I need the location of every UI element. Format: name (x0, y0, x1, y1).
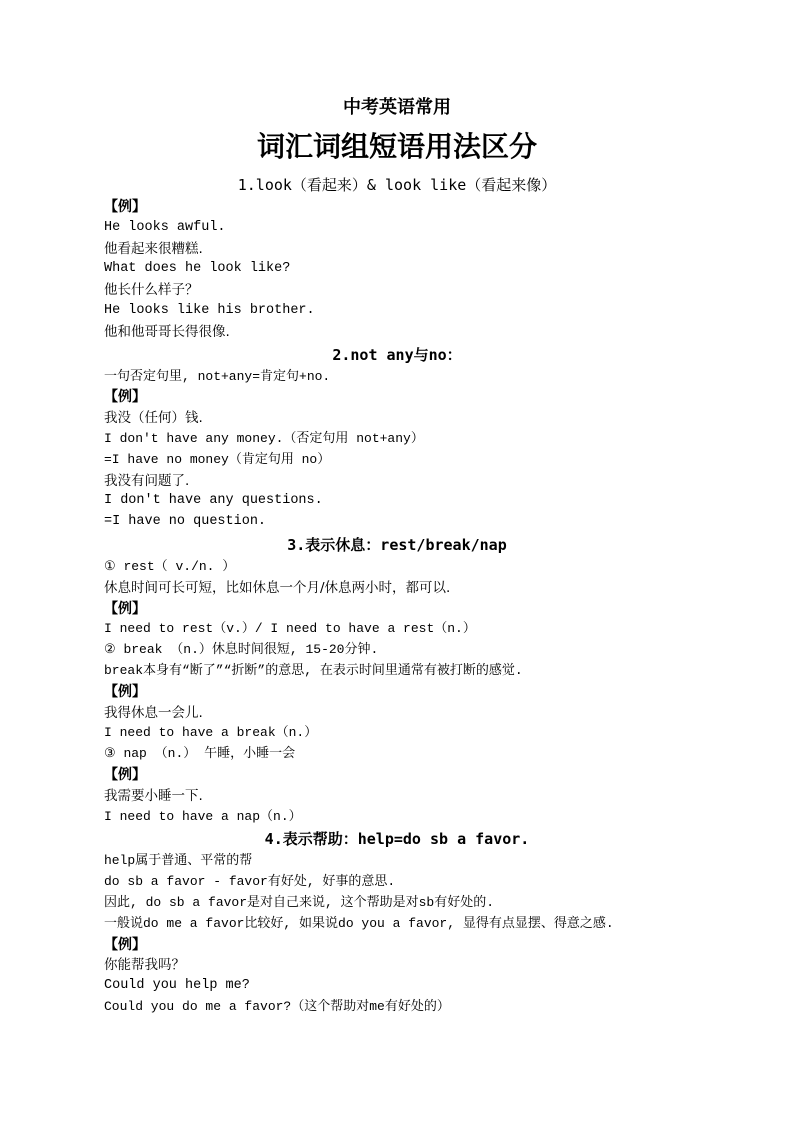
example-label: 【例】 (104, 766, 146, 783)
mixed-sentence: do sb a favor - favor有好处, 好事的意思. (104, 874, 396, 890)
example-label: 【例】 (104, 936, 146, 953)
chinese-sentence: 我需要小睡一下. (104, 787, 203, 804)
chinese-sentence: 他长什么样子？ (104, 282, 199, 299)
document-body (104, 173, 744, 1018)
english-sentence: He looks awful. (104, 219, 226, 235)
mixed-sentence: I need to have a break（n.） (104, 725, 318, 741)
chinese-sentence: 你能帮我吗？ (104, 957, 185, 974)
mixed-sentence: ③ nap （n.） 午睡，小睡一会 (104, 746, 296, 762)
mixed-sentence: 一般说do me a favor比较好, 如果说do you a favor, 显得有点显摆、得意之感. (104, 915, 614, 931)
section-heading: 4.表示帮助：help=do sb a favor. (264, 830, 530, 849)
chinese-sentence: 我没（任何）钱. (104, 410, 203, 427)
example-label: 【例】 (104, 600, 146, 617)
mixed-sentence: Could you do me a favor?（这个帮助对me有好处的） (104, 998, 450, 1014)
english-sentence: What does he look like? (104, 261, 291, 277)
chinese-sentence: 我没有问题了. (104, 472, 190, 489)
chinese-sentence: 休息时间可长可短，比如休息一个月/休息两小时，都可以. (104, 579, 451, 596)
chinese-sentence: 他和他哥哥长得很像. (104, 323, 230, 340)
mixed-sentence: ② break （n.）休息时间很短, 15-20分钟. (104, 642, 379, 658)
english-sentence: He looks like his brother. (104, 302, 315, 318)
mixed-sentence: break本身有“断了”“折断”的意思, 在表示时间里通常有被打断的感觉. (104, 662, 523, 678)
chinese-sentence: 他看起来很糟糕. (104, 240, 203, 257)
mixed-sentence: =I have no money（肯定句用 no） (104, 451, 331, 467)
section-heading: 3.表示休息：rest/break/nap (287, 535, 507, 554)
mixed-sentence: help属于普通、平常的帮 (104, 853, 253, 869)
section-heading: 2.not any与no： (332, 345, 462, 364)
chinese-sentence: 我得休息一会儿. (104, 704, 203, 721)
example-label: 【例】 (104, 199, 146, 215)
document-title-line1: 中考英语常用 (343, 97, 451, 118)
english-sentence: Could you help me? (104, 978, 250, 994)
english-sentence: I don't have any questions. (104, 493, 323, 509)
section-heading: 1.look（看起来）& look like（看起来像） (237, 176, 557, 194)
english-sentence: =I have no question. (104, 514, 267, 530)
example-label: 【例】 (104, 683, 146, 700)
mixed-sentence: ① rest（ v./n. ） (104, 558, 236, 574)
mixed-sentence: I don't have any money.（否定句用 not+any） (104, 430, 424, 446)
mixed-sentence: 因此, do sb a favor是对自己来说, 这个帮助是对sb有好处的. (104, 894, 495, 910)
mixed-sentence: 一句否定句里, not+any=肯定句+no. (104, 368, 331, 384)
example-label: 【例】 (104, 389, 146, 406)
mixed-sentence: I need to have a nap（n.） (104, 808, 302, 824)
document-title-line2: 词汇词组短语用法区分 (256, 130, 537, 163)
mixed-sentence: I need to rest（v.）/ I need to have a rest（n.） (104, 621, 476, 637)
